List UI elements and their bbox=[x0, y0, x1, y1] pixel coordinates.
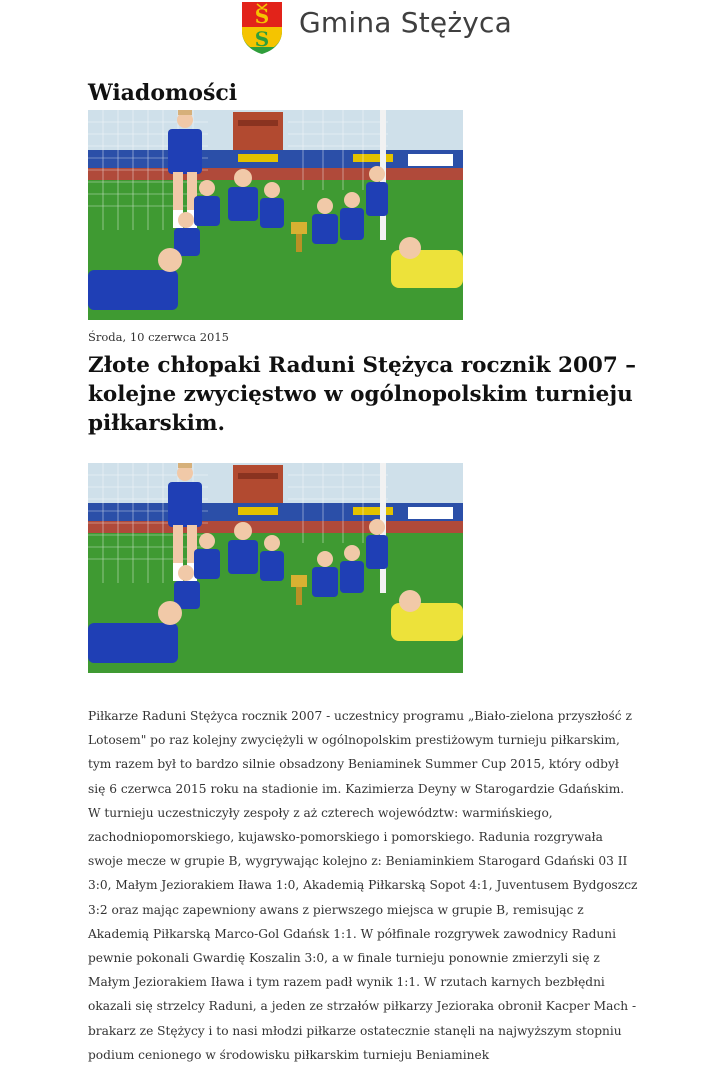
article-body: Piłkarze Raduni Stężyca rocznik 2007 - uczestnicy programu „Biało-zielona przyszłość z Lotosem" po raz kolejny zwyciężyli w ogólnopolskim prestiżowym turnieju piłkarskim, tym razem był to bardzo silnie obsadzony Beniaminek Summer Cup 2015, który odbył się 6 czerwca 2015 roku na stadionie im. Kazimierza Deyny w Starogardzie Gdańskim. W turnieju uczestniczyły zespoły z aż czterech województw: warmińskiego, zachodniopomorskiego, kujawsko-pomorskiego i pomorskiego. Radunia rozgrywała swoje mecze w grupie B, wygrywając kolejno z: Beniaminkiem Starogard Gdański 03 II 3:0, Małym Jeziorakiem Iława 1:0, Akademią Piłkarską Sopot 4:1, Juventusem Bydgoszcz 3:2 oraz mając zapewniony awans z pierwszego miejsca w grupie B, remisując z Akademią Piłkarską Marco-Gol Gdańsk 1:1. W półfinale rozgrywek zawodnicy Raduni pewnie pokonali Gwardię Koszalin 3:0, a w finale turnieju ponownie zmierzyli się z Małym Jeziorakiem Iława i tym razem padł wynik 1:1. W rzutach karnych bezbłędni okazali się strzelcy Raduni, a jeden ze strzałów piłkarzy Jezioraka obronił Kacper Mach - brakarz ze Stężycy i to nasi młodzi piłkarze ostatecznie stanęli na najwyższym stopniu podium cenionego w środowisku piłkarskim turnieju Beniaminek bbox=[88, 709, 638, 1062]
coat-of-arms-icon[interactable] bbox=[241, 1, 283, 55]
article-title[interactable]: Złote chłopaki Raduni Stężyca rocznik 2007 – kolejne zwycięstwo w ogólnopolskim turnieju piłkarskim. bbox=[88, 353, 637, 436]
svg-text:S: S bbox=[254, 27, 270, 51]
site-name[interactable]: Gmina Stężyca bbox=[299, 6, 512, 39]
section-title: Wiadomości bbox=[88, 80, 238, 106]
site-header bbox=[0, 0, 725, 62]
team-photo-image bbox=[88, 110, 463, 320]
article-date: Środa, 10 czerwca 2015 bbox=[88, 330, 229, 344]
team-photo-image bbox=[88, 463, 463, 673]
article-thumbnail[interactable] bbox=[88, 110, 463, 320]
article-image bbox=[88, 463, 463, 673]
svg-text:S: S bbox=[254, 4, 270, 28]
